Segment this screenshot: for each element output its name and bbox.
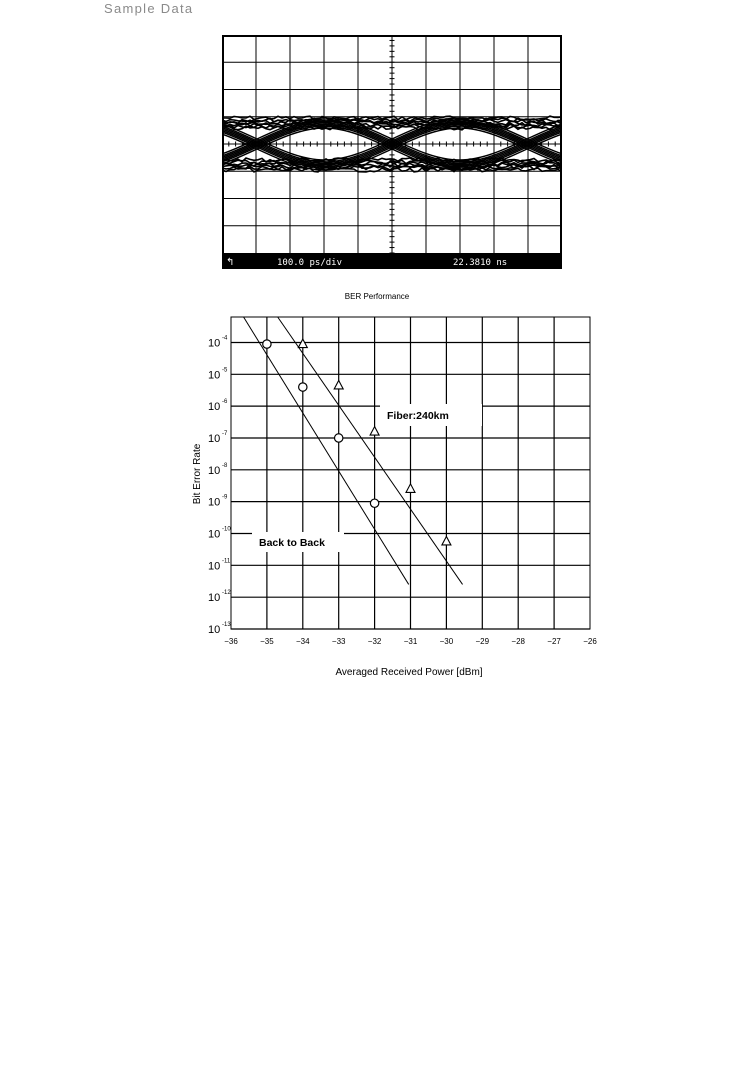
ber-x-ticks	[224, 637, 597, 646]
ber-point-triangle	[406, 484, 415, 493]
ber-y-tick-base: 10	[208, 432, 221, 445]
ber-y-tick-base: 10	[208, 624, 221, 636]
ber-chart-title: BER Performance	[344, 292, 410, 301]
ber-y-tick-base: 10	[208, 337, 221, 350]
ber-y-tick-base: 10	[208, 464, 221, 477]
ber-y-tick-base: 10	[208, 592, 221, 605]
ber-point-circle	[335, 434, 343, 442]
ber-point-circle	[299, 383, 307, 391]
ber-y-tick-exponent: -7	[222, 430, 228, 437]
ber-y-tick-exponent: -9	[222, 494, 228, 501]
ber-point-triangle	[334, 380, 343, 389]
eye-diagram-chart	[222, 35, 562, 269]
scope-status-bar	[222, 253, 562, 269]
ber-y-tick-exponent: -6	[222, 399, 228, 406]
ber-x-tick-label: −34	[296, 637, 310, 646]
ber-x-tick-label: −29	[475, 637, 490, 646]
ber-point-circle	[263, 340, 271, 348]
ber-x-tick-label: −31	[403, 637, 418, 646]
ber-y-tick-base: 10	[208, 528, 221, 541]
ber-y-tick-base: 10	[208, 496, 221, 509]
ber-point-triangle	[370, 427, 379, 436]
scope-time-readout: 22.3810 ns	[453, 258, 508, 268]
ber-annotations	[252, 404, 482, 552]
ber-y-tick-base: 10	[208, 560, 221, 573]
ber-x-tick-label: −36	[224, 637, 238, 646]
ber-point-triangle	[442, 536, 451, 545]
ber-y-tick-exponent: -11	[222, 558, 231, 565]
ber-point-circle	[370, 499, 378, 507]
ber-x-tick-label: −27	[547, 637, 561, 646]
ber-y-tick-base: 10	[208, 369, 221, 382]
ber-grid	[231, 317, 590, 629]
ber-y-tick-exponent: -12	[222, 590, 231, 597]
ber-y-tick-exponent: -13	[222, 622, 231, 628]
ber-y-tick-exponent: -8	[222, 462, 228, 469]
ber-point-triangle	[298, 339, 307, 348]
ber-x-tick-label: −35	[260, 637, 274, 646]
ber-y-ticks	[208, 335, 231, 636]
ber-x-tick-label: −30	[439, 637, 454, 646]
ber-y-tick-base: 10	[208, 401, 221, 414]
ber-y-tick-exponent: -5	[222, 367, 228, 374]
scope-return-icon: ↰	[226, 257, 235, 268]
ber-y-tick-exponent: -4	[222, 335, 228, 342]
fiber-annotation: Fiber:240km	[387, 410, 449, 422]
scope-timebase-label: 100.0 ps/div	[277, 258, 343, 268]
ber-chart	[180, 286, 610, 686]
ber-x-tick-label: −28	[511, 637, 525, 646]
ber-y-axis-label: Bit Error Rate	[192, 443, 203, 505]
ber-x-tick-label: −32	[367, 637, 382, 646]
ber-y-tick-exponent: -10	[222, 526, 231, 533]
ber-markers	[263, 339, 451, 545]
ber-x-tick-label: −33	[331, 637, 346, 646]
page-header-label: Sample Data	[104, 1, 194, 16]
back-to-back-annotation: Back to Back	[259, 537, 325, 549]
ber-x-axis-label: Averaged Received Power [dBm]	[335, 667, 483, 678]
ber-x-tick-label: −26	[583, 637, 597, 646]
